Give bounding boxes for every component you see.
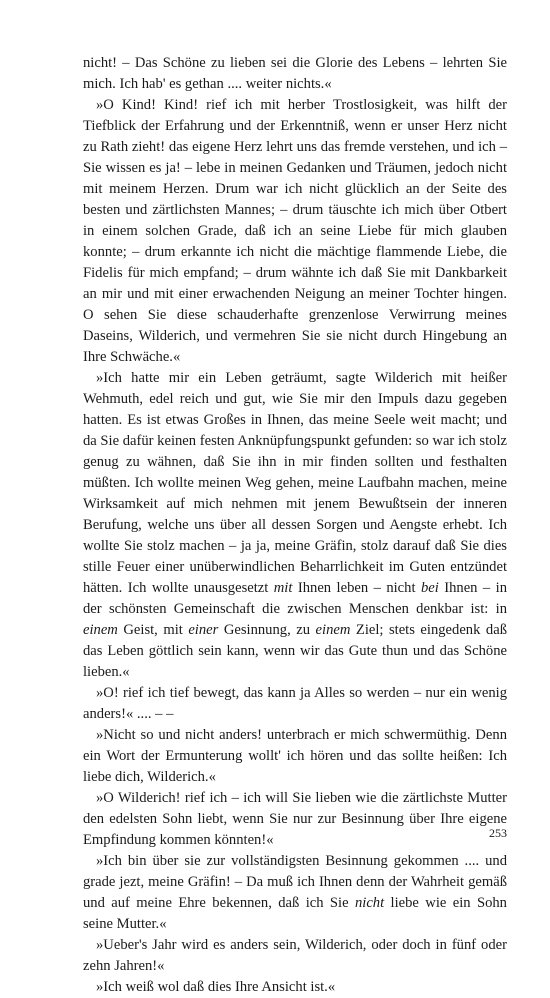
paragraph <box>83 53 507 95</box>
text-run: Ihnen – in der schönsten Gemeinschaft die zwischen Menschen denkbar ist: in <box>83 580 508 617</box>
paragraph <box>83 935 507 977</box>
text-run: »O Wilderich! rief ich – ich will Sie lieben wie die zärtlichste Mutter den edelsten Sohn liebt, wenn Sie nur zur Besinnung über Ihre eigene Empfindung kommen könnten!« <box>83 790 507 848</box>
emphasized-text: einer <box>188 622 219 638</box>
paragraph <box>83 977 507 998</box>
text-run: »O Kind! Kind! rief ich mit herber Trostlosigkeit, was hilft der Tiefblick der Erfahrung und der Erkenntniß, wenn er unser Herz nicht zu Rath zieht! das eigene Herz lehrt uns das fremde verstehen, und ich – Sie wissen es ja! – lebe in meinen Gedanken und Träumen, jedoch nicht mit meinem Herzen. Drum war ich nicht glücklich an der Seite des besten und zärtlichsten Mannes; – drum täuschte ich mich über Otbert in einem solchen Grade, daß ich an seine Liebe für mich glauben konnte; – drum erkannte ich nicht die mächtige flammende Liebe, die Fidelis für mich empfand; – drum wähnte ich daß Sie mit Dankbarkeit an mir und mit einer erwachenden Neigung an meiner Tochter hingen. O sehen Sie diese schauderhafte grenzenlose Verwirrung meines Daseins, Wilderich, und vermehren Sie sie nicht durch Hingebung an Ihre Schwäche.« <box>83 97 507 365</box>
emphasized-text: einem <box>83 622 118 638</box>
text-run: Ihnen leben – nicht <box>292 580 421 596</box>
paragraph <box>83 368 507 683</box>
text-run: Ziel; stets eingedenk daß das Leben göttlich sein kann, wenn wir das Gute thun und das Schöne lieben.« <box>83 622 507 680</box>
page-number: 253 <box>489 826 507 840</box>
emphasized-text: nicht <box>354 895 385 911</box>
text-run: »Ich bin über sie zur vollständigsten Besinnung gekommen .... und grade jezt, meine Gräfin! – Da muß ich Ihnen denn der Wahrheit gemäß und auf meine Ehre bekennen, daß ich Sie <box>83 853 507 911</box>
paragraph <box>83 725 507 788</box>
body-text <box>83 53 507 998</box>
paragraph <box>83 683 507 725</box>
emphasized-text: bei <box>420 580 439 596</box>
emphasized-text: mit <box>273 580 293 596</box>
text-run: nicht! – Das Schöne zu lieben sei die Glorie des Lebens – lehrten Sie mich. Ich hab' es gethan .... weiter nichts.« <box>83 55 507 92</box>
text-run: Gesinnung, zu <box>218 622 316 638</box>
text-run: »Nicht so und nicht anders! unterbrach er mich schwermüthig. Denn ein Wort der Ermunterung wollt' ich hören und das sollte heißen: Ich liebe dich, Wilderich.« <box>83 727 507 785</box>
text-run: Geist, mit <box>117 622 189 638</box>
text-run: »Ueber's Jahr wird es anders sein, Wilderich, oder doch in fünf oder zehn Jahren!« <box>83 937 507 974</box>
text-run: »Ich weiß wol daß dies Ihre Ansicht ist.« <box>96 979 336 995</box>
paragraph <box>83 851 507 935</box>
text-run: liebe wie ein Sohn seine Mutter.« <box>83 895 507 932</box>
paragraph <box>83 788 507 851</box>
text-run: »Ich hatte mir ein Leben geträumt, sagte Wilderich mit heißer Wehmuth, edel reich und gut, wie Sie mir den Impuls dazu gegeben hatten. Es ist etwas Großes in Ihnen, das meine Seele weit macht; und da Sie dafür keinen festen Anknüpfungspunkt gefunden: so war ich stolz genug zu wähnen, daß Sie ihn in mir finden sollten und festhalten müßten. Ich wollte meinen Weg gehen, meine Laufbahn machen, meine Wirksamkeit auf mich nehmen mit jenem Bewußtsein der inneren Berufung, welche uns über all dessen Sorgen und Aengste erhebt. Ich wollte Sie stolz machen – ja ja, meine Gräfin, stolz darauf daß Sie dies stille Feuer einer unüberwindlichen Beharrlichkeit im Guten entzündet hätten. Ich wollte unausgesetzt <box>83 370 507 596</box>
emphasized-text: einem <box>315 622 351 638</box>
text-run: »O! rief ich tief bewegt, das kann ja Alles so werden – nur ein wenig anders!« .... – – <box>83 685 507 722</box>
paragraph <box>83 95 507 368</box>
